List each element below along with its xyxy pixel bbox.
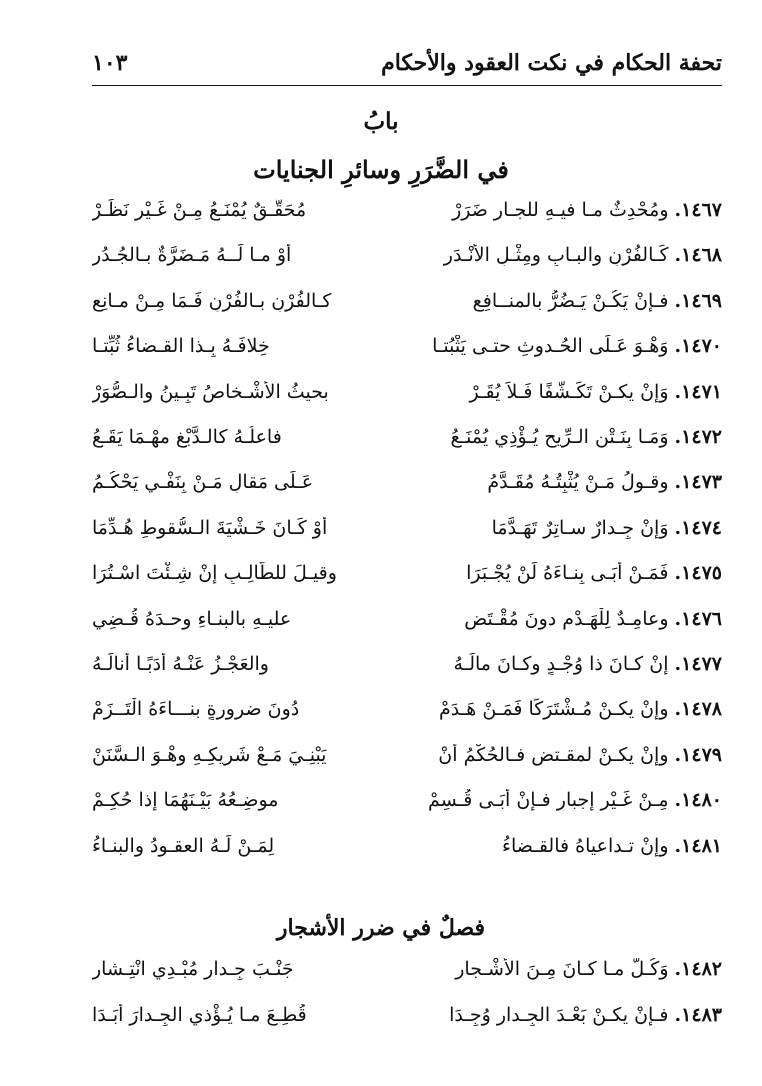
- verse-line: [92, 958, 722, 994]
- verse-number: ١٤٧٨.: [674, 698, 722, 721]
- verse-first-text: وَإِنْ جِـدارٌ سـاتِرٌ تَهَـدَّمَا: [491, 516, 669, 539]
- verse-first-text: وإنْ يكـنْ مُـشْتَرَكًا فَمَـنْ هَـدَمْ: [438, 698, 669, 721]
- verse-first-text: إنْ كـانَ ذا وُجْـدٍ وكـانَ مالَـهُ: [453, 653, 669, 675]
- verse-first-hemistich: [374, 789, 722, 811]
- verse-number: ١٤٧٣.: [674, 471, 722, 494]
- verse-first-hemistich: [374, 517, 722, 539]
- verse-number: ١٤٨٣.: [674, 1004, 722, 1026]
- verse-first-text: فَمَـنْ أَبَـى بِنـاءَهُ لَنْ يُجْـبَرَا: [466, 562, 669, 585]
- verse-first-hemistich: [374, 653, 722, 675]
- verse-first-hemistich: [374, 381, 722, 403]
- verse-number: ١٤٨٢.: [674, 958, 722, 980]
- verse-second-hemistich: يَبْنِـيَ مَـعْ شَريكِـهِ وهْـوَ الـسَّنَنْ: [92, 743, 327, 766]
- verse-first-hemistich: [374, 244, 722, 266]
- verse-second-hemistich: لِمَـنْ لَـهُ العقـودُ والبنـاءُ: [92, 834, 275, 857]
- verse-first-text: ومُحْدِثٌ مـا فيـهِ للجـارِ ضَرَرْ: [452, 199, 669, 221]
- header-rule: [92, 85, 722, 86]
- verse-first-hemistich: [374, 471, 722, 493]
- verse-number: ١٤٧٠.: [674, 335, 722, 358]
- verse-first-hemistich: [374, 958, 722, 980]
- verse-first-text: وعامِـدٌ لِلْهَـدْمِ دونَ مُقْـتَضٍ: [464, 607, 669, 630]
- page-header: [92, 44, 722, 86]
- chapter-title: في الضَّرَرِ وسائرِ الجنايات: [253, 155, 509, 184]
- verse-first-hemistich: [374, 562, 722, 584]
- verse-second-hemistich: فاعلُـهُ كالـدَّبْغِ مهْـمَا يَقَـعُ: [92, 426, 282, 448]
- verse-second-hemistich: بحيثُ الأشْـخاصُ تَبِـينُ والـصُّوَرْ: [92, 380, 329, 403]
- verse-number: ١٤٧٢.: [674, 426, 722, 448]
- verse-line: [92, 199, 722, 235]
- verse-second-hemistich: دُونَ ضرورةٍ بنـــاءَهُ الْتَــزَمْ: [92, 698, 300, 721]
- verse-first-hemistich: [374, 426, 722, 448]
- verse-first-text: كَـالفُرْنِ والبـابِ ومِثْـلِ الأَنْـدَرِ: [443, 244, 669, 267]
- verse-line: [92, 290, 722, 326]
- verse-second-hemistich: والعَجْـزُ عَنْـهُ أَدَبًـا أَنالَـهُ: [92, 653, 269, 675]
- verse-second-hemistich: وقيـلَ للطَّالِـبِ إِنْ شِـئْتَ اسْـتُرَا: [92, 562, 337, 585]
- verse-line: [92, 335, 722, 371]
- verse-first-text: وإنْ تـداعياهُ فالقـضاءُ: [502, 834, 669, 857]
- verse-line: [92, 471, 722, 507]
- verse-second-hemistich: موضِـعُهُ بَيْـنَهُمَا إذا حُكِـمْ: [92, 789, 279, 812]
- verse-first-hemistich: [374, 199, 722, 221]
- verse-first-hemistich: [374, 290, 722, 312]
- verse-line: [92, 698, 722, 734]
- verse-first-text: فـإنْ يَكُـنْ يَـضُرُّ بالمنــافِعِ: [472, 289, 669, 312]
- verse-number: ١٤٨٠.: [674, 789, 722, 812]
- verse-first-text: وَإِنْ يكـنْ تَكَـشُّفًا فَـلاَ يُقَـرْ: [469, 380, 669, 403]
- verse-number: ١٤٦٩.: [674, 289, 722, 312]
- verse-line: [92, 608, 722, 644]
- verse-number: ١٤٧٦.: [674, 607, 722, 630]
- verse-number: ١٤٧٩.: [674, 743, 722, 766]
- verse-first-hemistich: [374, 1004, 722, 1026]
- verse-first-text: وَهْـوَ عَـلَى الحُـدوثِ حتـى يَثْبُتـا: [432, 335, 669, 358]
- verse-second-hemistich: مُحَقَّـقٌ يُمْنَـعُ مِـنْ غَـيْرِ نَظَـرْ: [92, 199, 307, 221]
- verse-line: [92, 244, 722, 280]
- verse-number: ١٤٧١.: [674, 380, 722, 403]
- verse-line: [92, 744, 722, 780]
- chapter-label: بابُ: [363, 108, 399, 135]
- verse-number: ١٤٦٧.: [674, 199, 722, 221]
- verse-first-text: وَكُـلُّ مـا كـانَ مِـنَ الأَشْـجارِ: [455, 958, 669, 980]
- verse-line: [92, 517, 722, 553]
- verse-line: [92, 426, 722, 462]
- verse-second-hemistich: كـالفُرْنِ بـالفُرْنِ فَـمَا مِـنْ مـانِعِ: [92, 289, 332, 312]
- verse-number: ١٤٦٨.: [674, 244, 722, 267]
- verse-first-text: وإنْ يكـنْ لمقـتضٍ فـالحُكْمُ أَنْ: [438, 743, 669, 766]
- verse-number: ١٤٧٧.: [674, 653, 722, 675]
- verse-line: [92, 653, 722, 689]
- verse-second-hemistich: عليـهِ بالبنـاءِ وحـدَهُ قُـضِي: [92, 607, 292, 630]
- verse-line: [92, 835, 722, 871]
- verse-first-text: وَمَـا بِنَـتْنِ الـرِّيحِ يُـؤْذِي يُمْنَـعُ: [450, 426, 669, 448]
- verse-second-hemistich: جَنْـبَ جِـدارٍ مُبْـدِي انْتِـشارِ: [92, 958, 294, 980]
- verse-second-hemistich: أوْ كَـانَ خَـشْيَةَ الـسُّقوطِ هُـدِّمَا: [92, 516, 328, 539]
- verse-second-hemistich: عَـلَى مَقالِ مَـنْ بِنَفْـيٍ يَحْكُـمُ: [92, 471, 314, 494]
- verse-second-hemistich: خِلافَـهُ بِـذا القـضاءُ ثُبِّتـا: [92, 335, 270, 358]
- verse-number: ١٤٧٤.: [674, 516, 722, 539]
- verse-first-hemistich: [374, 608, 722, 630]
- verse-number: ١٤٧٥.: [674, 562, 722, 585]
- section-title: فصلٌ في ضرر الأشجار: [276, 915, 486, 941]
- page-number: ١٠٣: [92, 50, 128, 76]
- verse-first-text: فـإنْ يكـنْ بَعْـدَ الجِـدارِ وُجِـدَا: [449, 1004, 669, 1026]
- book-title: تحفة الحكام في نكت العقود والأحكام: [381, 50, 722, 76]
- verse-line: [92, 562, 722, 598]
- verse-line: [92, 381, 722, 417]
- verse-first-hemistich: [374, 335, 722, 357]
- verse-second-hemistich: قُطِـعَ مـا يُـؤْذي الجِـدارَ أَبَـدَا: [92, 1004, 307, 1026]
- verse-first-hemistich: [374, 698, 722, 720]
- verse-first-hemistich: [374, 835, 722, 857]
- verse-line: [92, 789, 722, 825]
- verse-first-text: وقـولُ مَـنْ يُثْبِتُـهُ مُقَـدَّمُ: [487, 471, 669, 494]
- verse-first-hemistich: [374, 744, 722, 766]
- verse-line: [92, 1004, 722, 1040]
- verse-second-hemistich: أوْ مـا لَــهُ مَـضَرَّةٌ بـالجُـدُرِ: [92, 244, 292, 267]
- verse-number: ١٤٨١.: [674, 834, 722, 857]
- verse-first-text: مِـنْ غَـيْرِ إجبارٍ فـإنْ أَبَـى قُـسِمْ: [428, 789, 669, 812]
